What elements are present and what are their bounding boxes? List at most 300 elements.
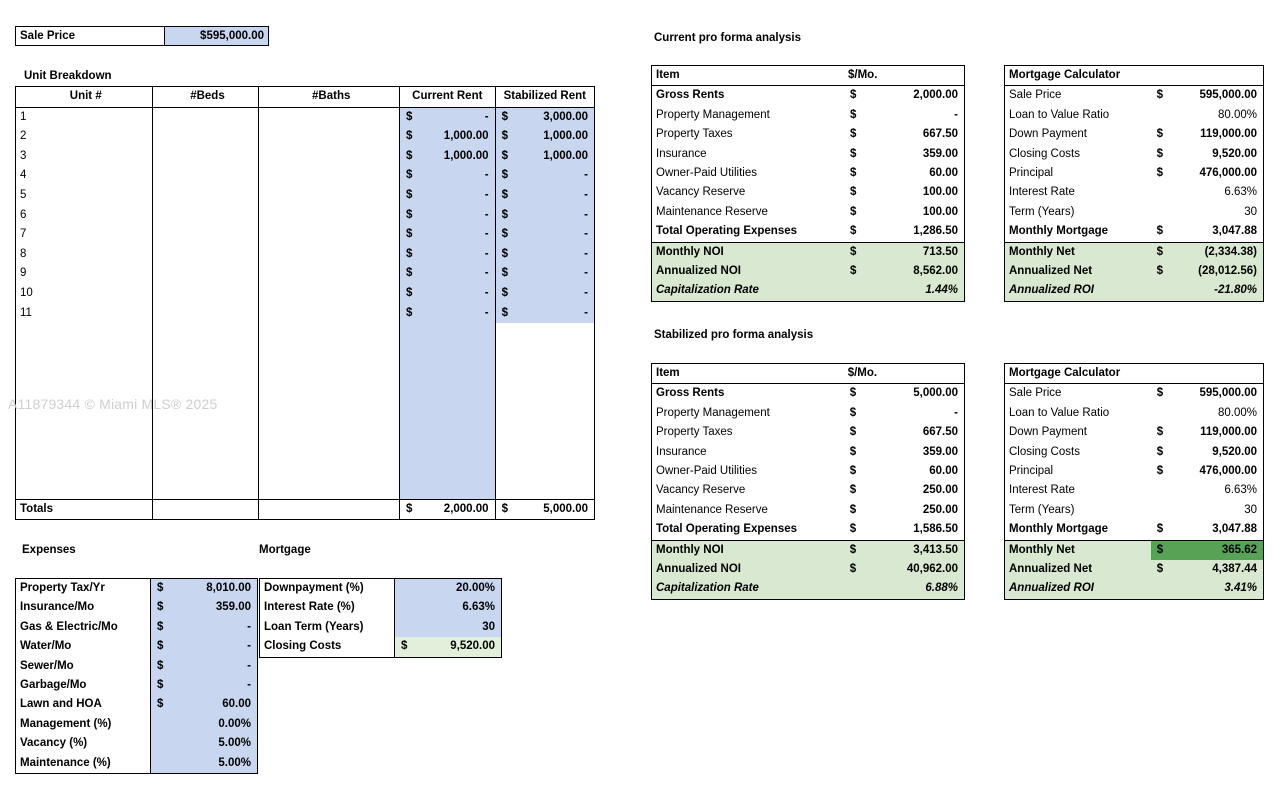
table-row xyxy=(652,86,965,106)
currency-symbol: $ xyxy=(850,167,857,180)
line-item-label: Maintenance Reserve xyxy=(656,503,768,516)
table-row xyxy=(1005,86,1264,106)
value: 60.00 xyxy=(929,465,958,478)
calc-value: 80.00% xyxy=(1217,108,1257,121)
currency-symbol: $ xyxy=(1156,465,1164,478)
table-row xyxy=(1005,520,1264,540)
line-item-label: Property Management xyxy=(656,406,770,419)
table-row xyxy=(1005,222,1264,242)
unit-baths[interactable] xyxy=(259,206,400,226)
value: 713.50 xyxy=(922,245,958,258)
table-row xyxy=(260,598,502,617)
unit-current-rent[interactable] xyxy=(400,225,496,245)
line-item-value xyxy=(844,222,965,242)
unit-beds[interactable] xyxy=(152,107,259,127)
unit-beds[interactable] xyxy=(152,304,259,324)
unit-stabilized-rent[interactable] xyxy=(495,127,594,147)
expense-label: Management (%) xyxy=(16,715,151,734)
unit-current-rent[interactable] xyxy=(400,264,496,284)
line-item-label: Maintenance Reserve xyxy=(656,205,768,218)
unit-current-rent[interactable] xyxy=(400,245,496,265)
unit-baths[interactable] xyxy=(259,127,400,147)
calc-value xyxy=(1151,520,1264,540)
mortgage-calculator-title: Mortgage Calculator xyxy=(1005,364,1264,384)
summary-row xyxy=(1005,540,1264,560)
table-row xyxy=(16,618,258,637)
value: - xyxy=(584,286,588,299)
unit-stabilized-rent[interactable] xyxy=(495,107,594,127)
table-row xyxy=(652,125,965,144)
currency-symbol: $ xyxy=(406,188,413,201)
stabilized-pro-forma-table xyxy=(651,363,965,600)
expense-value[interactable]: 0.00% xyxy=(151,715,258,734)
unit-beds[interactable] xyxy=(152,225,259,245)
table-row xyxy=(16,579,258,599)
value: 9,520.00 xyxy=(1212,147,1257,160)
mortgage-input-label: Interest Rate (%) xyxy=(260,598,395,617)
currency-symbol: $ xyxy=(501,306,508,319)
line-item-value xyxy=(844,164,965,183)
unit-stabilized-rent[interactable] xyxy=(495,245,594,265)
summary-value xyxy=(844,262,965,281)
currency-symbol: $ xyxy=(849,426,857,439)
unit-current-rent[interactable] xyxy=(400,186,496,206)
empty-row xyxy=(16,362,595,382)
table-row xyxy=(16,225,595,245)
table-row xyxy=(16,206,595,226)
mortgage-inputs-table xyxy=(259,578,502,658)
expense-label: Vacancy (%) xyxy=(16,734,151,753)
table-row xyxy=(652,501,965,520)
summary-row xyxy=(652,579,965,599)
unit-baths[interactable] xyxy=(259,284,400,304)
unit-stabilized-rent[interactable] xyxy=(495,206,594,226)
header-unit: Unit # xyxy=(16,87,153,108)
line-item-value xyxy=(844,106,965,125)
line-item-value xyxy=(844,520,965,540)
currency-symbol: $ xyxy=(1156,128,1164,141)
unit-baths[interactable] xyxy=(259,225,400,245)
currency-symbol: $ xyxy=(850,245,857,258)
value: - xyxy=(584,208,588,221)
value: 250.00 xyxy=(922,503,958,516)
currency-symbol: $ xyxy=(501,247,508,260)
value: 667.50 xyxy=(922,426,958,439)
currency-symbol: $ xyxy=(850,186,857,199)
calc-label: Loan to Value Ratio xyxy=(1009,108,1110,121)
value: 1,586.50 xyxy=(913,523,958,536)
unit-number: 8 xyxy=(16,245,153,265)
table-row xyxy=(1005,203,1264,222)
empty-row xyxy=(16,460,595,480)
table-row xyxy=(652,443,965,462)
calc-value xyxy=(1151,222,1264,242)
summary-label: Monthly NOI xyxy=(652,242,845,262)
unit-baths[interactable] xyxy=(259,166,400,186)
summary-label: Monthly Net xyxy=(1005,540,1151,560)
unit-stabilized-rent[interactable] xyxy=(495,264,594,284)
calc-label: Down Payment xyxy=(1009,128,1087,141)
table-row xyxy=(1005,501,1264,520)
unit-beds[interactable] xyxy=(152,147,259,167)
summary-value xyxy=(844,242,965,262)
stabilized-mortgage-calculator xyxy=(1004,363,1264,600)
calc-label: Principal xyxy=(1009,465,1054,478)
table-row xyxy=(1005,125,1264,144)
mortgage-input-value[interactable]: 20.00% xyxy=(395,579,502,599)
value: - xyxy=(484,228,489,241)
summary-row xyxy=(652,540,965,560)
table-row xyxy=(16,264,595,284)
unit-beds[interactable] xyxy=(152,166,259,186)
calc-label: Monthly Mortgage xyxy=(1009,225,1109,238)
summary-row xyxy=(1005,560,1264,579)
value: - xyxy=(484,208,489,221)
calc-label: Closing Costs xyxy=(1009,445,1080,458)
summary-value xyxy=(1151,560,1264,579)
unit-current-rent[interactable] xyxy=(400,127,496,147)
currency-symbol: $ xyxy=(406,208,413,221)
table-row xyxy=(1005,404,1264,423)
table-row xyxy=(16,147,595,167)
expense-value[interactable] xyxy=(151,657,258,676)
line-item-value xyxy=(844,203,965,222)
unit-beds[interactable] xyxy=(152,127,259,147)
unit-beds[interactable] xyxy=(152,206,259,226)
watermark-text: A11879344 © Miami MLS® 2025 xyxy=(8,396,218,412)
value: 119,000.00 xyxy=(1200,426,1257,439)
mortgage-input-value[interactable] xyxy=(395,637,502,657)
currency-symbol: $ xyxy=(406,228,413,241)
value: 3,047.88 xyxy=(1212,225,1257,238)
header-baths: #Baths xyxy=(259,87,400,108)
currency-symbol: $ xyxy=(406,169,413,182)
currency-symbol: $ xyxy=(1156,265,1164,278)
summary-label: Annualized Net xyxy=(1005,262,1151,281)
line-item-label: Owner-Paid Utilities xyxy=(656,167,757,180)
summary-row xyxy=(1005,242,1264,262)
unit-number: 9 xyxy=(16,264,153,284)
expense-label: Water/Mo xyxy=(16,637,151,656)
summary-value: 6.88% xyxy=(844,579,965,599)
sale-price-value[interactable]: $595,000.00 xyxy=(165,27,269,46)
mortgage-input-value[interactable]: 30 xyxy=(395,618,502,637)
current-pro-forma-title: Current pro forma analysis xyxy=(654,32,801,44)
currency-symbol: $ xyxy=(850,147,857,160)
table-row xyxy=(652,481,965,500)
currency-symbol: $ xyxy=(501,149,508,162)
value: - xyxy=(247,620,251,633)
value: - xyxy=(247,659,251,672)
summary-row xyxy=(652,262,965,281)
table-row xyxy=(1005,462,1264,481)
mortgage-input-label: Downpayment (%) xyxy=(260,579,395,599)
table-row xyxy=(16,245,595,265)
mortgage-input-value[interactable]: 6.63% xyxy=(395,598,502,617)
unit-baths[interactable] xyxy=(259,245,400,265)
line-item-value xyxy=(844,183,965,202)
table-row xyxy=(652,106,965,125)
line-item-label: Owner-Paid Utilities xyxy=(656,465,757,478)
currency-symbol: $ xyxy=(157,601,164,614)
unit-beds[interactable] xyxy=(152,264,259,284)
currency-symbol: $ xyxy=(501,502,508,515)
calc-label: Monthly Mortgage xyxy=(1009,523,1109,536)
table-row xyxy=(16,715,258,734)
value: 667.50 xyxy=(922,128,958,141)
value: 359.00 xyxy=(922,445,958,458)
unit-stabilized-rent[interactable] xyxy=(495,186,594,206)
table-row xyxy=(16,186,595,206)
line-item-value xyxy=(844,125,965,144)
value: - xyxy=(584,267,588,280)
mortgage-title: Mortgage xyxy=(259,544,311,556)
unit-stabilized-rent[interactable] xyxy=(495,225,594,245)
header-permonth: $/Mo. xyxy=(844,364,965,384)
value: 365.62 xyxy=(1221,543,1257,556)
calc-label: Interest Rate xyxy=(1009,484,1075,497)
table-row xyxy=(652,164,965,183)
value: - xyxy=(247,679,251,692)
summary-label: Annualized NOI xyxy=(652,560,844,579)
unit-baths[interactable] xyxy=(259,304,400,324)
value: 5,000.00 xyxy=(543,502,588,515)
expense-value[interactable] xyxy=(151,637,258,656)
value: - xyxy=(484,247,489,260)
calc-value xyxy=(1151,164,1264,183)
value: 595,000.00 xyxy=(1199,89,1257,102)
unit-current-rent[interactable] xyxy=(400,304,496,324)
calc-value xyxy=(1151,443,1264,462)
table-row xyxy=(1005,443,1264,462)
value: 3,413.50 xyxy=(913,543,958,556)
unit-current-rent[interactable] xyxy=(400,147,496,167)
table-row xyxy=(652,462,965,481)
expense-value[interactable] xyxy=(151,598,258,617)
expense-value[interactable] xyxy=(151,579,258,599)
line-item-value xyxy=(844,86,965,106)
expense-label: Lawn and HOA xyxy=(16,695,151,714)
unit-beds[interactable] xyxy=(152,284,259,304)
value: 100.00 xyxy=(922,186,958,199)
value: 1,000.00 xyxy=(543,149,588,162)
currency-symbol: $ xyxy=(157,582,164,594)
unit-stabilized-rent[interactable] xyxy=(495,147,594,167)
summary-value xyxy=(1151,242,1264,262)
summary-value xyxy=(844,540,965,560)
sale-price-table xyxy=(15,26,269,46)
summary-value: 1.44% xyxy=(844,281,965,301)
line-item-value xyxy=(844,481,965,500)
unit-beds[interactable] xyxy=(152,245,259,265)
table-row xyxy=(16,166,595,186)
currency-symbol: $ xyxy=(406,110,413,123)
value: 1,000.00 xyxy=(543,130,588,143)
currency-symbol: $ xyxy=(157,659,164,672)
currency-symbol: $ xyxy=(1156,225,1164,238)
summary-label: Annualized ROI xyxy=(1005,579,1151,599)
table-row xyxy=(16,734,258,753)
expenses-table xyxy=(15,578,258,774)
unit-current-rent[interactable] xyxy=(400,206,496,226)
table-row xyxy=(260,618,502,637)
value: - xyxy=(484,110,489,123)
expense-label: Gas & Electric/Mo xyxy=(16,618,151,637)
value: (28,012.56) xyxy=(1198,265,1257,278)
currency-symbol: $ xyxy=(849,465,857,478)
value: - xyxy=(584,228,588,241)
calc-value: 6.63% xyxy=(1224,484,1257,497)
summary-row xyxy=(1005,579,1264,599)
unit-baths[interactable] xyxy=(259,107,400,127)
value: 2,000.00 xyxy=(443,502,489,515)
currency-symbol: $ xyxy=(406,149,413,162)
table-row xyxy=(1005,481,1264,500)
summary-row xyxy=(652,281,965,301)
calc-value xyxy=(1151,86,1264,106)
value: 476,000.00 xyxy=(1199,465,1257,478)
unit-baths[interactable] xyxy=(259,264,400,284)
currency-symbol: $ xyxy=(1156,147,1164,160)
value: 4,387.44 xyxy=(1212,563,1257,576)
summary-value-highlighted xyxy=(1151,540,1264,560)
currency-symbol: $ xyxy=(406,130,413,143)
value: - xyxy=(484,169,489,182)
unit-stabilized-rent[interactable] xyxy=(495,284,594,304)
table-row xyxy=(1005,164,1264,183)
table-row xyxy=(16,127,595,147)
calc-value xyxy=(1151,462,1264,481)
value: 60.00 xyxy=(929,167,958,180)
current-mortgage-calculator xyxy=(1004,65,1264,302)
currency-symbol: $ xyxy=(1156,543,1164,556)
line-item-label: Total Operating Expenses xyxy=(656,225,798,238)
header-current-rent: Current Rent xyxy=(400,87,496,108)
table-row xyxy=(16,107,595,127)
value: 595,000.00 xyxy=(1199,387,1257,400)
table-row xyxy=(652,222,965,242)
line-item-label: Total Operating Expenses xyxy=(656,523,798,536)
unit-stabilized-rent[interactable] xyxy=(495,166,594,186)
mortgage-calculator-title: Mortgage Calculator xyxy=(1005,66,1264,86)
totals-current-rent xyxy=(400,499,496,520)
value: 250.00 xyxy=(922,484,958,497)
unit-current-rent[interactable] xyxy=(400,284,496,304)
table-row xyxy=(1005,423,1264,442)
table-header-row xyxy=(652,66,965,86)
line-item-label: Insurance xyxy=(656,445,707,458)
value: - xyxy=(584,306,588,319)
table-header-row xyxy=(1005,66,1264,86)
table-row xyxy=(652,384,965,404)
unit-breakdown-table xyxy=(15,86,595,520)
sale-price-block xyxy=(15,26,269,46)
expense-label: Maintenance (%) xyxy=(16,754,151,774)
empty-row xyxy=(16,421,595,441)
summary-label: Capitalization Rate xyxy=(652,579,844,599)
unit-number: 4 xyxy=(16,166,153,186)
table-row xyxy=(1005,384,1264,404)
summary-value: -21.80% xyxy=(1151,281,1264,301)
currency-symbol: $ xyxy=(849,523,857,536)
table-header-row xyxy=(652,364,965,384)
unit-number: 11 xyxy=(16,304,153,324)
line-item-label: Gross Rents xyxy=(656,387,725,400)
expense-value[interactable]: 5.00% xyxy=(151,754,258,774)
summary-label: Annualized NOI xyxy=(652,262,845,281)
line-item-value xyxy=(844,384,965,404)
table-row xyxy=(652,203,965,222)
value: 476,000.00 xyxy=(1199,167,1257,180)
value: - xyxy=(584,169,588,182)
table-row xyxy=(652,145,965,164)
currency-symbol: $ xyxy=(406,267,413,280)
header-item: Item xyxy=(652,66,845,86)
currency-symbol: $ xyxy=(157,640,164,653)
value: 8,562.00 xyxy=(913,265,958,278)
line-item-label: Vacancy Reserve xyxy=(656,186,746,199)
table-row xyxy=(16,27,269,46)
table-row xyxy=(652,183,965,202)
calc-value xyxy=(1151,125,1264,144)
expense-value[interactable] xyxy=(151,695,258,714)
calc-label: Sale Price xyxy=(1009,89,1062,102)
value: 359.00 xyxy=(922,147,958,160)
unit-current-rent[interactable] xyxy=(400,166,496,186)
unit-number: 10 xyxy=(16,284,153,304)
expense-value[interactable] xyxy=(151,618,258,637)
currency-symbol: $ xyxy=(501,286,508,299)
summary-label: Monthly Net xyxy=(1005,242,1151,262)
currency-symbol: $ xyxy=(1156,445,1164,458)
expense-value[interactable]: 5.00% xyxy=(151,734,258,753)
unit-current-rent[interactable] xyxy=(400,107,496,127)
unit-breakdown-title: Unit Breakdown xyxy=(24,70,112,82)
currency-symbol: $ xyxy=(849,406,857,419)
value: 8,010.00 xyxy=(206,582,251,594)
calc-label: Closing Costs xyxy=(1009,147,1080,160)
unit-baths[interactable] xyxy=(259,147,400,167)
currency-symbol: $ xyxy=(501,188,508,201)
currency-symbol: $ xyxy=(849,445,857,458)
table-row xyxy=(16,676,258,695)
unit-number: 5 xyxy=(16,186,153,206)
line-item-value xyxy=(844,501,965,520)
value: - xyxy=(484,188,489,201)
value: 5,000.00 xyxy=(913,387,958,400)
value: 2,000.00 xyxy=(913,89,958,102)
calc-value: 30 xyxy=(1244,503,1257,516)
table-row xyxy=(16,657,258,676)
unit-stabilized-rent[interactable] xyxy=(495,304,594,324)
value: 1,286.50 xyxy=(913,225,958,238)
calc-label: Sale Price xyxy=(1009,387,1062,400)
value: - xyxy=(954,406,958,419)
summary-value xyxy=(844,560,965,579)
line-item-value xyxy=(844,404,965,423)
unit-beds[interactable] xyxy=(152,186,259,206)
value: 3,000.00 xyxy=(543,110,588,123)
currency-symbol: $ xyxy=(1156,245,1164,258)
expense-value[interactable] xyxy=(151,676,258,695)
table-row xyxy=(1005,106,1264,125)
currency-symbol: $ xyxy=(850,265,857,278)
summary-row xyxy=(652,242,965,262)
header-item: Item xyxy=(652,364,844,384)
currency-symbol: $ xyxy=(406,286,413,299)
value: 9,520.00 xyxy=(1212,445,1257,458)
unit-baths[interactable] xyxy=(259,186,400,206)
